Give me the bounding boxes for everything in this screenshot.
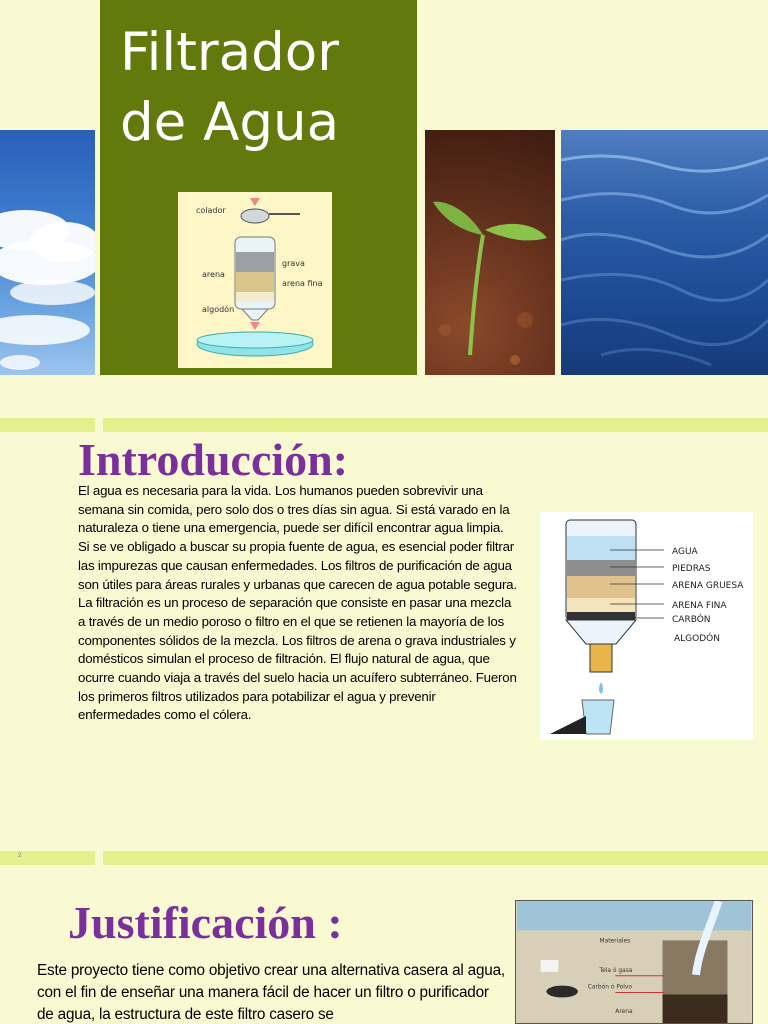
label-arena-fina: arena fina — [282, 279, 323, 288]
title-slide — [0, 0, 768, 385]
label-colador: colador — [196, 206, 226, 215]
title-box — [100, 0, 417, 375]
intro-paragraph-2: La filtración es un proceso de separación que consiste en pasar una mezcla a través de un medio poroso o filtro en el que se retienen la mayoría de los componentes sólidos de la mezcla. Los filtros de arena o grava industriales y domésticos simulan el proceso de filtración. El flujo natural de agua, que ocurre cuando viaja a través del suelo hacia un acuífero subterráneo. Fueron los primeros filtros utilizados para potabilizar el agua y prevenir enfermedades como el cólera. — [78, 595, 517, 723]
water-surface-image — [561, 130, 768, 375]
layer-label-piedras: PIEDRAS — [672, 564, 711, 574]
label-arena: Arena — [615, 1009, 633, 1016]
layer-label-agua: AGUA — [672, 547, 698, 557]
page-number: 2 — [18, 853, 22, 859]
label-arena: arena — [202, 270, 225, 279]
divider-right — [103, 418, 768, 432]
intro-heading: Introducción: — [78, 434, 349, 485]
intro-paragraph-1: El agua es necesaria para la vida. Los humanos pueden sobrevivir una semana sin comida, pero solo dos o tres días sin agua. Si está varado en la naturaleza o tiene una emergencia, puede ser difícil encontrar agua limpia. Si se ve obligado a buscar su propia fuente de agua, es esencial poder filtrar las impurezas que causan enfermedades. Los filtros de purificación de agua son útiles para áreas rurales y urbanas que carecen de agua potable segura. — [78, 483, 517, 592]
justification-paragraph: Este proyecto tiene como objetivo crear una alternativa casera al agua, con el fin de enseñar una manera fácil de hacer un filtro o purificador de agua, la estructura de este filtro casero se — [37, 962, 505, 1023]
layer-label-arena-fina: ARENA FINA — [672, 601, 727, 611]
page-title — [120, 18, 410, 158]
justification-heading: Justificación : — [68, 897, 343, 948]
layer-label-carbon: CARBÓN — [672, 615, 711, 625]
sky-clouds-image — [0, 130, 95, 375]
intro-body — [78, 482, 518, 725]
sprout-image — [425, 130, 555, 375]
title-line-2: de Agua — [120, 92, 340, 153]
layered-filter-diagram — [540, 512, 753, 740]
filter-sketch-image — [178, 192, 332, 368]
label-carbon: Carbón ó Polvo — [587, 984, 633, 991]
label-tela: Tela ó gasa — [599, 967, 633, 974]
divider-left — [0, 418, 95, 432]
divider-right-2 — [103, 851, 768, 865]
filter-materials-photo — [515, 900, 753, 1024]
layer-label-algodon: ALGODÓN — [674, 634, 720, 644]
label-grava: grava — [282, 259, 305, 268]
layer-label-arena-gruesa: ARENA GRUESA — [672, 581, 744, 591]
label-materiales: Materiales — [599, 938, 631, 945]
title-line-1: Filtrador — [120, 22, 339, 83]
divider-left-2 — [0, 851, 95, 865]
label-algodon: algodón — [202, 305, 235, 314]
